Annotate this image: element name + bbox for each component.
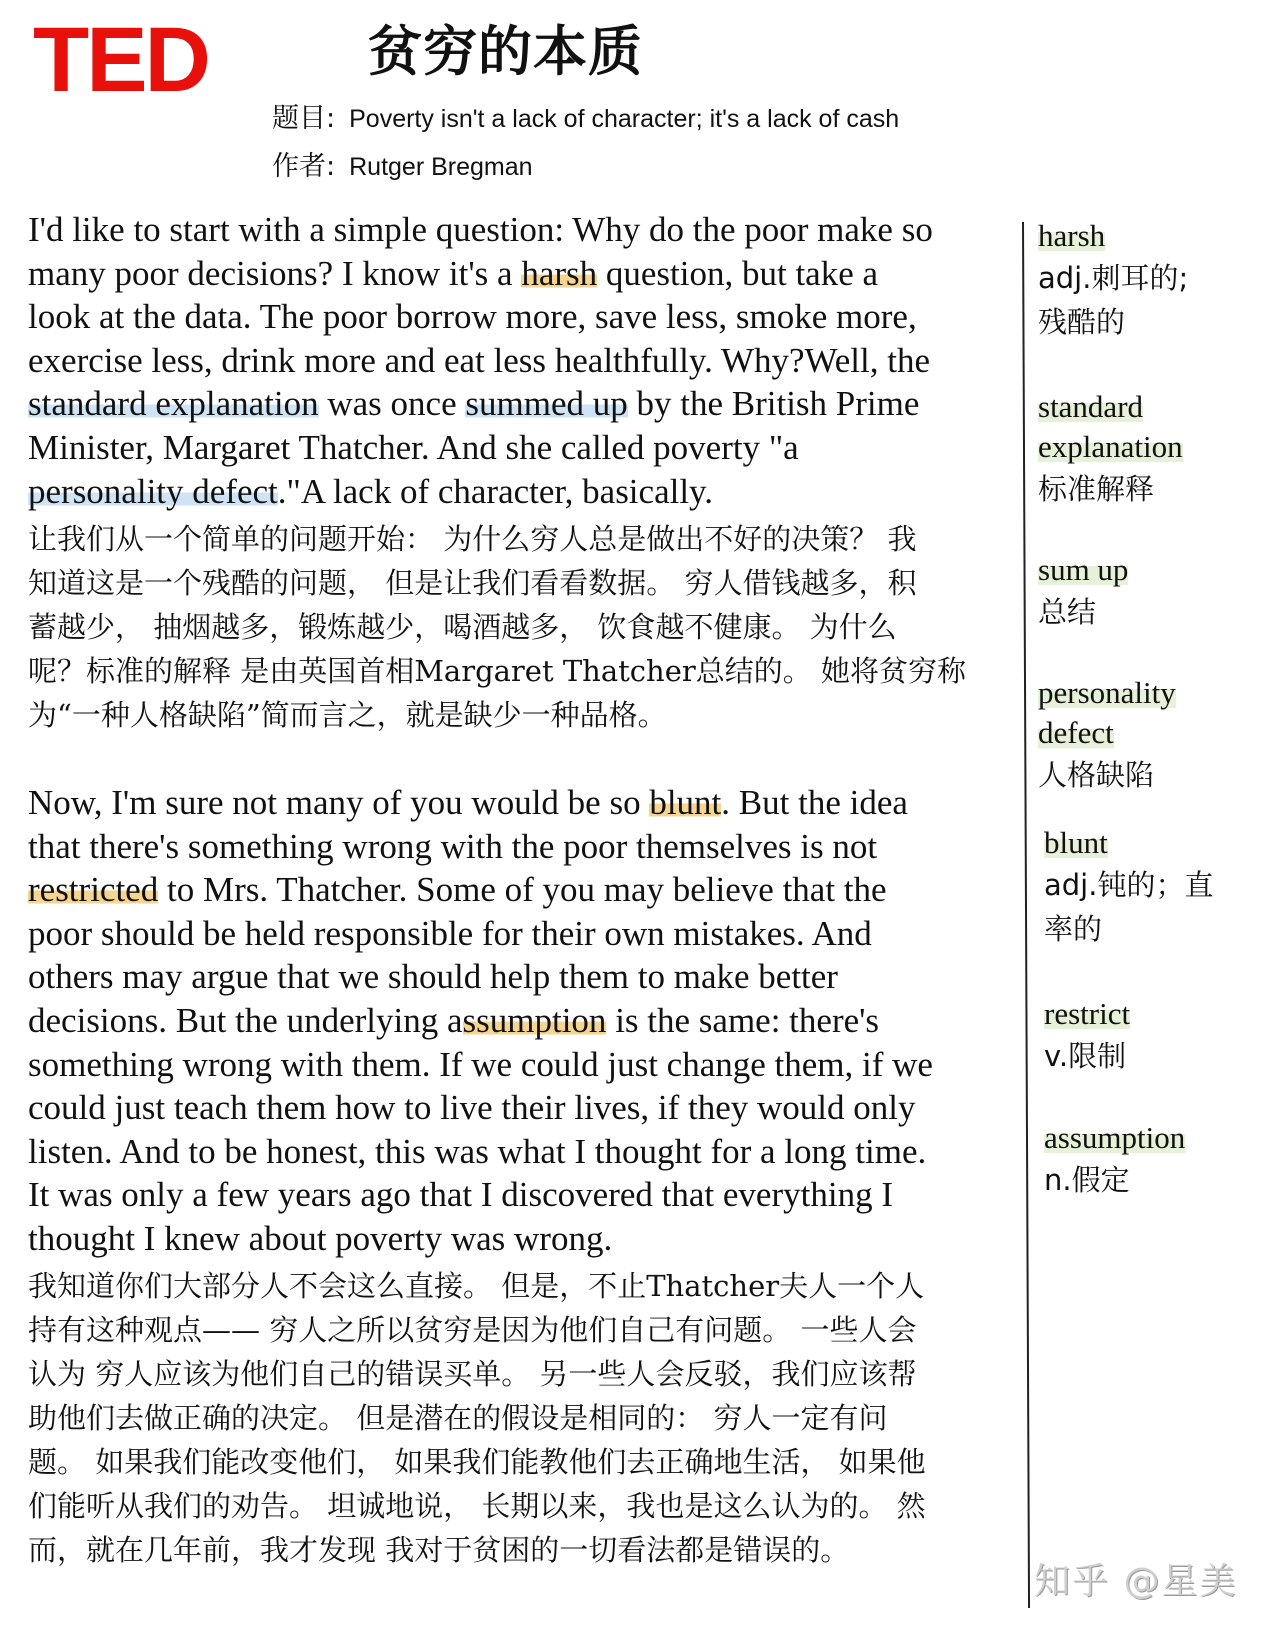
glossary-entry-standard-explanation (1038, 387, 1183, 511)
text-line: 持有这种观点—— 穷人之所以贫穷是因为他们自己有问题。 一些人会 (28, 1313, 917, 1347)
text-line: 知道这是一个残酷的问题， 但是让我们看看数据。 穷人借钱越多，积 (28, 566, 917, 600)
text-line (28, 382, 1013, 426)
text-line: 题。 如果我们能改变他们， 如果我们能教他们去正确地生活， 如果他 (28, 1445, 926, 1479)
text-run: I'd like to start with a simple question: Why do the poor make so (28, 210, 933, 249)
glossary-term-text: harsh (1038, 218, 1106, 253)
text-run: many poor decisions? I know it's a (28, 253, 522, 293)
glossary-definition: adj.刺耳的; (1038, 261, 1189, 295)
glossary-definition: 残酷的 (1038, 305, 1126, 339)
text-run: ."A lack of character, basically. (277, 471, 714, 511)
highlighted-term: restricted (28, 870, 159, 910)
highlighted-term: summed up (465, 384, 628, 424)
glossary-definition: v.限制 (1044, 1039, 1127, 1073)
highlighted-term: harsh (521, 253, 598, 293)
text-run: something wrong with them. If we could just change them, if we (28, 1044, 933, 1084)
text-line (28, 825, 1013, 869)
text-run: listen. And to be honest, this was what I thought for a long time. (28, 1131, 927, 1171)
glossary-definition: 总结 (1038, 595, 1097, 629)
text-line (28, 426, 1013, 470)
ted-logo: TED (33, 9, 208, 111)
glossary-entry-blunt (1044, 823, 1213, 951)
paragraph-2-english (28, 781, 1013, 1261)
glossary-term (1044, 823, 1213, 863)
glossary-entry-restrict (1044, 994, 1130, 1078)
text-run: to Mrs. Thatcher. Some of you may believe that the (158, 870, 887, 910)
text-run: thought I knew about poverty was wrong. (28, 1218, 613, 1258)
glossary-divider (1022, 222, 1030, 1608)
text-run: was once (318, 384, 466, 424)
highlighted-term: personality defect (28, 471, 278, 511)
text-line: 而，就在几年前，我才发现 我对于贫困的一切看法都是错误的。 (28, 1533, 850, 1567)
text-run: question, but take a (597, 253, 879, 293)
text-line: 我知道你们大部分人不会这么直接。 但是，不止Thatcher夫人一个人 (28, 1269, 925, 1303)
glossary-term (1038, 550, 1128, 590)
glossary-term-text: explanation (1038, 429, 1183, 464)
glossary-term-text: defect (1038, 715, 1114, 750)
text-line: 为“一种人格缺陷”简而言之，就是缺少一种品格。 (28, 698, 667, 732)
topic-row (272, 104, 899, 134)
text-line: 蓄越少， 抽烟越多，锻炼越少，喝酒越多， 饮食越不健康。 为什么 (28, 610, 897, 644)
glossary-term-text: blunt (1044, 825, 1108, 860)
glossary-term-text: standard (1038, 389, 1144, 424)
glossary-term (1038, 387, 1183, 427)
glossary-term-text: sum up (1038, 552, 1129, 587)
text-line (28, 1173, 1013, 1217)
glossary-term (1044, 994, 1130, 1034)
glossary-definition: 率的 (1044, 912, 1103, 946)
glossary-term-text: assumption (1044, 1120, 1186, 1155)
text-run: poor should be held responsible for their own mistakes. And (28, 913, 872, 953)
text-line (28, 1130, 1013, 1174)
glossary-definition: n.假定 (1044, 1163, 1130, 1197)
highlighted-term: blunt (649, 783, 722, 822)
glossary-definition: 标准解释 (1038, 472, 1155, 506)
highlighted-term: standard explanation (28, 384, 319, 424)
text-line: 认为 穷人应该为他们自己的错误买单。 另一些人会反驳，我们应该帮 (28, 1357, 917, 1391)
text-run: that there's something wrong with the poor themselves is not (28, 826, 878, 866)
text-run: It was only a few years ago that I discovered that everything I (28, 1175, 893, 1215)
author-text: Rutger Bregman (349, 153, 533, 181)
topic-text: Poverty isn't a lack of character; it's a lack of cash (349, 105, 900, 133)
glossary-term (1038, 216, 1188, 256)
text-line (28, 252, 1013, 296)
glossary-entry-assumption (1044, 1118, 1185, 1202)
topic-label: 题目: (272, 103, 336, 134)
text-run: could just teach them how to live their lives, if they would only (28, 1088, 916, 1128)
glossary-term-text: personality (1038, 675, 1176, 710)
text-line (28, 781, 1013, 825)
text-run: look at the data. The poor borrow more, save less, smoke more, (28, 297, 917, 337)
paragraph-1-chinese (28, 517, 1013, 737)
text-line (28, 999, 1013, 1043)
text-line: 们能听从我们的劝告。 坦诚地说， 长期以来，我也是这么认为的。 然 (28, 1489, 926, 1523)
text-line: 让我们从一个简单的问题开始： 为什么穷人总是做出不好的决策？ 我 (28, 522, 917, 556)
glossary-term-text: restrict (1044, 996, 1131, 1031)
glossary-definition: adj.钝的；直 (1044, 868, 1214, 902)
text-line: 助他们去做正确的决定。 但是潜在的假设是相同的： 穷人一定有问 (28, 1401, 888, 1435)
text-run: exercise less, drink more and eat less healthfully. Why?Well, the (28, 340, 931, 380)
text-line: 呢？标准的解释 是由英国首相Margaret Thatcher总结的。 她将贫穷称 (28, 654, 966, 688)
text-line (28, 470, 1013, 514)
paragraph-2-chinese (28, 1264, 1013, 1572)
text-line (28, 868, 1013, 912)
text-line (28, 955, 1013, 999)
author-row (272, 152, 533, 182)
text-line (28, 1217, 1013, 1261)
author-label: 作者: (272, 151, 336, 182)
text-line (28, 1043, 1013, 1087)
text-line (28, 1086, 1013, 1130)
glossary-term (1044, 1118, 1185, 1158)
glossary-entry-harsh (1038, 216, 1188, 344)
zhihu-watermark: 知乎 @星美 (1034, 1561, 1238, 1602)
text-run: Minister, Margaret Thatcher. And she called poverty "a (28, 427, 799, 467)
glossary-entry-sum-up (1038, 550, 1128, 634)
glossary-term (1038, 427, 1183, 467)
text-run: Now, I'm sure not many of you would be so (28, 783, 650, 822)
text-run: is the same: there's (606, 1000, 880, 1040)
text-run: decisions. But the underlying a (28, 1000, 463, 1040)
text-line (28, 295, 1013, 339)
text-run: by the British Prime (627, 384, 920, 424)
text-run: others may argue that we should help them to make better (28, 957, 838, 997)
glossary-entry-personality-defect (1038, 673, 1176, 797)
page-title: 贫穷的本质 (368, 20, 643, 83)
text-line (28, 208, 1013, 252)
glossary-term (1038, 713, 1176, 753)
highlighted-term: ssumption (462, 1000, 607, 1040)
text-line (28, 339, 1013, 383)
glossary-definition: 人格缺陷 (1038, 758, 1155, 792)
text-line (28, 912, 1013, 956)
glossary-term (1038, 673, 1176, 713)
text-run: . But the idea (721, 783, 908, 822)
paragraph-1-english (28, 208, 1013, 513)
